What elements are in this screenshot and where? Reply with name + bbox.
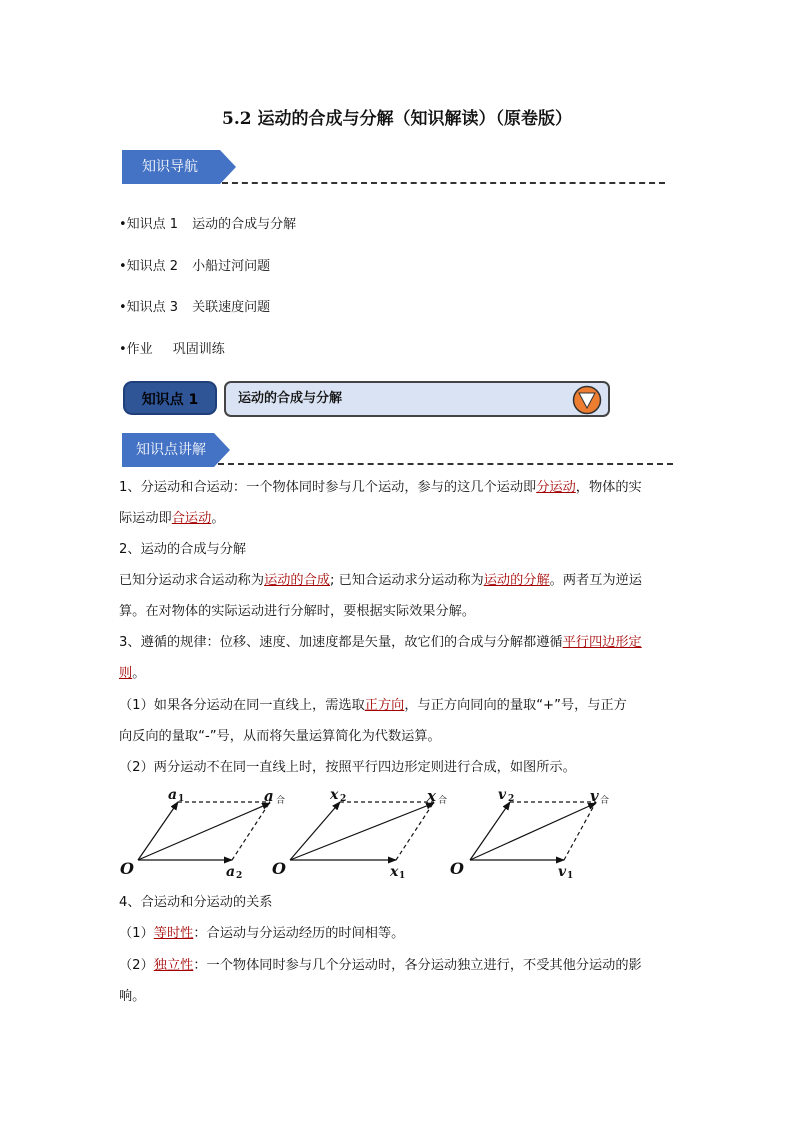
underlined-term: 平行四边形定 [562, 635, 642, 650]
knowledge-point-bar[interactable] [224, 381, 610, 417]
bottom-vector-label: a [226, 864, 236, 880]
paragraph-3-2: （2）两分运动不在同一直线上时，按照平行四边形定则进行合成，如图所示。 [119, 760, 576, 775]
diagram-velocity [450, 787, 609, 880]
knowledge-point-pill: 知识点 1 [123, 381, 217, 415]
bottom-vector-label: v [558, 864, 567, 880]
result-vector-sub: 合 [276, 796, 286, 806]
nav-item-text: 巩固训练 [172, 342, 225, 357]
nav-bullet: • [119, 342, 127, 357]
nav-item-text: 关联速度问题 [192, 300, 271, 315]
underlined-term: 运动的分解 [483, 573, 550, 588]
origin-label: O [450, 859, 464, 878]
nav-item-1[interactable] [119, 213, 296, 232]
paragraph-4-1: （1）等时性：合运动与分运动经历的时间相等。 [119, 926, 405, 941]
nav-divider [222, 182, 665, 184]
side-vector-label: v [498, 787, 507, 803]
side-vector-sub: 2 [340, 794, 347, 804]
nav-banner [122, 150, 236, 184]
nav-bullet: • [119, 259, 127, 274]
result-vector-label: a [264, 787, 274, 805]
explain-banner-label: 知识点讲解 [136, 442, 206, 458]
side-vector-sub: 1 [178, 794, 185, 804]
paragraph-2: 已知分运动求合运动称为运动的合成; 已知合运动求分运动称为运动的分解。两者互为逆运 算。在对物体的实际运动进行分解时，要根据实际效果分解。 [119, 573, 642, 619]
nav-item-text: 运动的合成与分解 [192, 217, 297, 232]
explain-banner [122, 433, 230, 467]
bottom-vector-sub: 2 [236, 871, 243, 880]
nav-bullet: • [119, 217, 127, 232]
underlined-term: 等时性 [153, 926, 194, 941]
paragraph-3: 3、遵循的规律：位移、速度、加速度都是矢量，故它们的合成与分解都遵循平行四边形定 则。 [119, 635, 642, 681]
nav-item-label: 知识点 2 [126, 259, 179, 274]
knowledge-point-title: 运动的合成与分解 [238, 391, 343, 406]
section-4-heading: 4、合运动和分运动的关系 [119, 895, 273, 910]
bottom-vector-label: x [390, 864, 399, 880]
side-vector-sub: 2 [508, 794, 515, 804]
nav-bullet: • [119, 300, 127, 315]
underlined-term: 合运动 [171, 511, 212, 526]
origin-label: O [272, 859, 286, 878]
side-vector-label: a [168, 787, 178, 803]
nav-item-text: 小船过河问题 [192, 259, 271, 274]
underlined-term: 正方向 [364, 698, 405, 713]
paragraph-4-2: （2）独立性：一个物体同时参与几个分运动时，各分运动独立进行，不受其他分运动的影 响。 [119, 958, 642, 1004]
section-2-heading: 2、运动的合成与分解 [119, 542, 247, 557]
underlined-term: 独立性 [153, 958, 194, 973]
nav-item-label: 作业 [126, 342, 153, 357]
origin-label: O [120, 859, 134, 878]
vector-parallelogram-diagrams [118, 786, 618, 880]
diagram-displacement [272, 787, 447, 880]
expand-arrow-icon[interactable] [572, 385, 602, 415]
explain-divider [218, 463, 673, 465]
nav-banner-label: 知识导航 [142, 159, 198, 175]
underlined-term: 分运动 [536, 480, 576, 495]
bottom-vector-sub: 1 [567, 871, 574, 880]
nav-item-4[interactable] [119, 338, 225, 357]
nav-item-label: 知识点 3 [126, 300, 179, 315]
bottom-vector-sub: 1 [399, 871, 406, 880]
diagram-acceleration [120, 787, 285, 880]
underlined-term: 则 [119, 666, 133, 681]
nav-item-2[interactable] [119, 255, 270, 274]
page-title: 5.2 运动的合成与分解（知识解读）（原卷版） [222, 109, 572, 129]
result-vector-label: v [590, 787, 599, 805]
nav-item-label: 知识点 1 [126, 217, 179, 232]
nav-item-3[interactable] [119, 296, 270, 315]
paragraph-1: 1、分运动和合运动：一个物体同时参与几个运动，参与的这几个运动即分运动，物体的实 际运动即合运动。 [119, 480, 642, 526]
result-vector-sub: 合 [600, 796, 610, 806]
paragraph-3-1: （1）如果各分运动在同一直线上，需选取正方向，与正方向同向的量取“+”号，与正方 向反向的量取“-”号，从而将矢量运算简化为代数运算。 [119, 698, 627, 744]
result-vector-label: x [427, 787, 436, 805]
result-vector-sub: 合 [438, 796, 448, 806]
underlined-term: 运动的合成 [264, 573, 330, 588]
side-vector-label: x [330, 787, 339, 803]
